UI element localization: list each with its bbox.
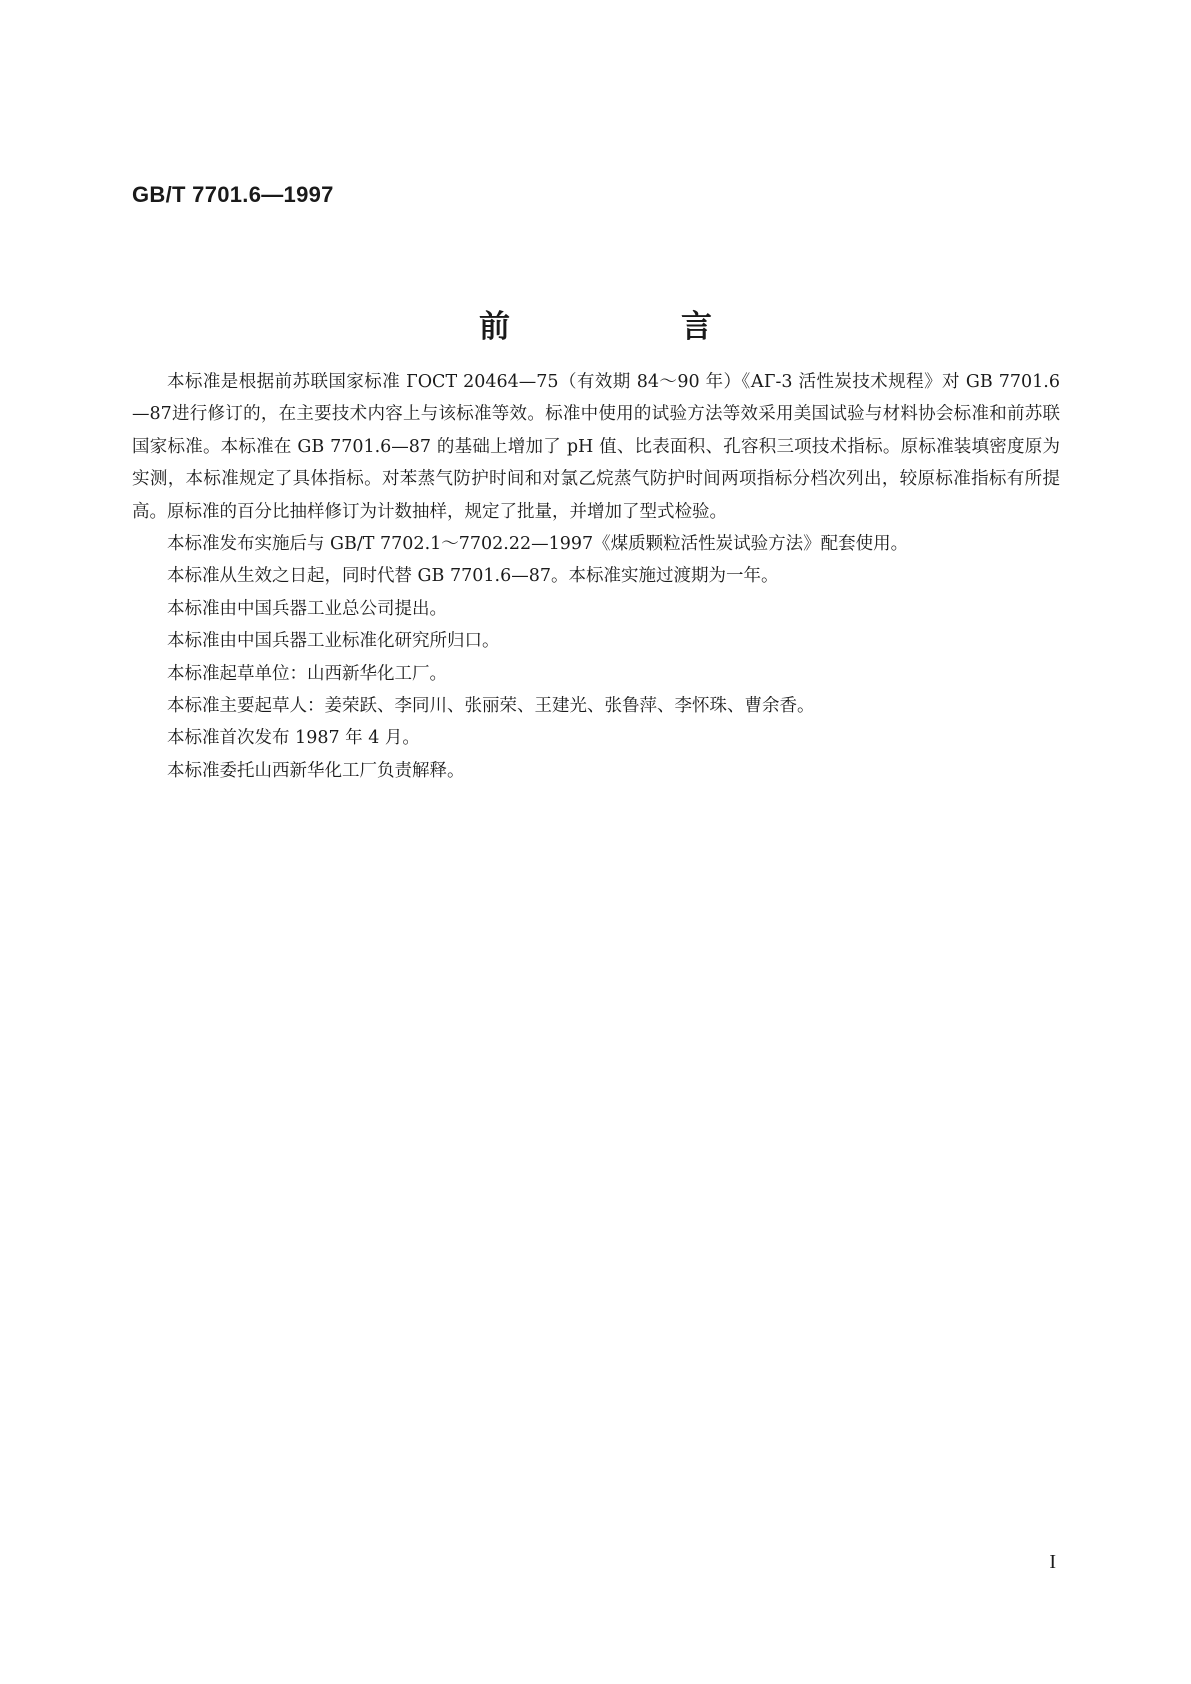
paragraph-proposer: 本标准由中国兵器工业总公司提出。 (167, 598, 447, 619)
paragraph-interpretation: 本标准委托山西新华化工厂负责解释。 (167, 760, 465, 781)
paragraph-drafting-unit: 本标准起草单位：山西新华化工厂。 (167, 663, 447, 684)
paragraph-revision-basis: 本标准是根据前苏联国家标准 ГОСТ 20464—75（有效期 84～90 年）《АГ-3 活性炭技术规程》对 GB 7701.6—87进行修订的，在主要技术内容上与该标准等效。标准中使用的试验方法等效采用美国试验与材料协会标准和前苏联国家标准。本标准在 GB 7701.6—87 的基础上增加了 pH 值、比表面积、孔容积三项技术指标。原标准装填密度原为实测，本标准规定了具体指标。对苯蒸气防护时间和对氯乙烷蒸气防护时间两项指标分档次列出，较原标准指标有所提高。原标准的百分比抽样修订为计数抽样，规定了批量，并增加了型式检验。 (132, 372, 1060, 522)
standard-code-header: GB/T 7701.6—1997 (132, 182, 334, 207)
foreword-title: 前 言 (479, 309, 782, 345)
page-number: I (1049, 1551, 1056, 1573)
paragraph-centralized-by: 本标准由中国兵器工业标准化研究所归口。 (167, 631, 500, 652)
paragraph-companion-standard: 本标准发布实施后与 GB/T 7702.1～7702.22—1997《煤质颗粒活性炭试验方法》配套使用。 (167, 534, 909, 555)
paragraph-first-issue: 本标准首次发布 1987 年 4 月。 (167, 728, 420, 749)
paragraph-replacement: 本标准从生效之日起，同时代替 GB 7701.6—87。本标准实施过渡期为一年。 (167, 566, 779, 587)
foreword-body (132, 366, 1060, 787)
paragraph-drafters: 本标准主要起草人：姜荣跃、李同川、张丽荣、王建光、张鲁萍、李怀珠、曹余香。 (167, 696, 815, 717)
